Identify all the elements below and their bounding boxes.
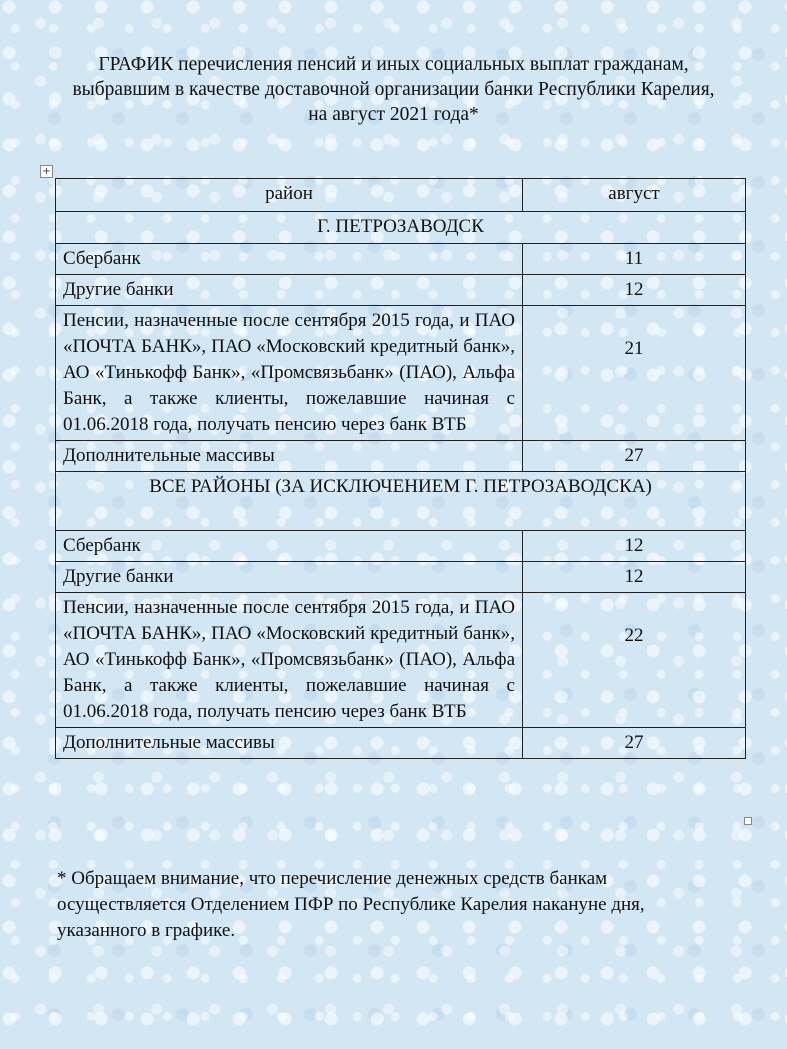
schedule-table: [55, 178, 746, 759]
table-row: [56, 531, 746, 562]
footnote-line: * Обращаем внимание, что перечисление денежных средств банкам: [57, 868, 608, 889]
table-row: [56, 306, 746, 441]
footnote: [57, 866, 737, 944]
table-move-handle-icon[interactable]: +: [40, 165, 53, 178]
row-name: Дополнительные массивы: [56, 441, 523, 472]
section-heading: Г. ПЕТРОЗАВОДСК: [56, 212, 746, 244]
title-line: ГРАФИК перечисления пенсий и иных социальных выплат гражданам,: [98, 54, 689, 75]
row-day: 12: [523, 275, 746, 306]
row-name: Сбербанк: [56, 244, 523, 275]
row-name: Пенсии, назначенные после сентября 2015 года, и ПАО «ПОЧТА БАНК», ПАО «Московский кредитный банк», АО «Тинькофф Банк», «Промсвязьбанк» (ПАО), Альфа Банк, а также клиенты, пожелавшие начиная с 01.06.2018 года, получать пенсию через банк ВТБ: [56, 306, 523, 441]
table-row: [56, 728, 746, 759]
table-row: [56, 244, 746, 275]
document-title: [40, 52, 747, 127]
title-line: выбравшим в качестве доставочной организации банки Республики Карелия,: [72, 79, 715, 100]
row-day: 27: [523, 441, 746, 472]
table-resize-handle[interactable]: [744, 817, 752, 825]
row-name: Другие банки: [56, 275, 523, 306]
row-day: 11: [523, 244, 746, 275]
section-heading-row: [56, 472, 746, 531]
table-row: [56, 562, 746, 593]
row-name: Другие банки: [56, 562, 523, 593]
section-heading-row: [56, 212, 746, 244]
header-district: район: [56, 179, 523, 212]
table-header-row: [56, 179, 746, 212]
footnote-line: указанного в графике.: [57, 920, 236, 941]
row-day: 22: [523, 593, 746, 728]
table-row: [56, 593, 746, 728]
row-day: 12: [523, 531, 746, 562]
row-day: 21: [523, 306, 746, 441]
footnote-line: осуществляется Отделением ПФР по Республике Карелия накануне дня,: [57, 894, 645, 915]
row-day: 12: [523, 562, 746, 593]
title-line: на август 2021 года*: [308, 104, 479, 125]
row-name: Пенсии, назначенные после сентября 2015 года, и ПАО «ПОЧТА БАНК», ПАО «Московский кредитный банк», АО «Тинькофф Банк», «Промсвязьбанк» (ПАО), Альфа Банк, а также клиенты, пожелавшие начиная с 01.06.2018 года, получать пенсию через банк ВТБ: [56, 593, 523, 728]
table-row: [56, 441, 746, 472]
table-row: [56, 275, 746, 306]
row-name: Дополнительные массивы: [56, 728, 523, 759]
row-name: Сбербанк: [56, 531, 523, 562]
section-heading: ВСЕ РАЙОНЫ (ЗА ИСКЛЮЧЕНИЕМ Г. ПЕТРОЗАВОДСКА): [56, 472, 746, 531]
header-month: август: [523, 179, 746, 212]
row-day: 27: [523, 728, 746, 759]
